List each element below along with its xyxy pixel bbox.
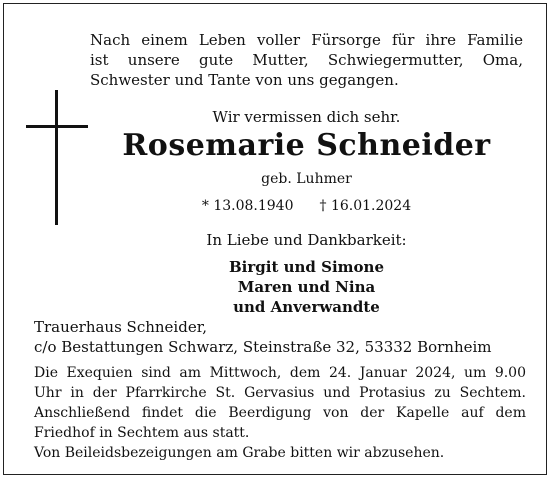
family-line: Birgit und Simone — [229, 258, 384, 276]
birth-name: geb. Luhmer — [261, 171, 352, 187]
obituary-notice — [3, 3, 547, 475]
deceased-name: Rosemarie Schneider — [122, 128, 491, 163]
love-text: In Liebe und Dankbarkeit: — [206, 231, 407, 249]
family-names — [90, 257, 523, 317]
info-line: Uhr in der Pfarrkirche St. Gervasius und Protasius zu Sechtem. — [34, 385, 526, 401]
intro-text — [90, 30, 523, 90]
info-line: Von Beileidsbezeigungen am Grabe bitten wir abzusehen. — [34, 445, 445, 461]
cross-icon — [55, 90, 58, 225]
family-line: Maren und Nina — [237, 278, 376, 296]
birth-date: * 13.08.1940 — [201, 198, 294, 214]
info-line: Friedhof in Sechtem aus statt. — [34, 425, 250, 441]
sender-line: c/o Bestattungen Schwarz, Steinstraße 32, 53332 Bornheim — [34, 338, 492, 356]
info-line: Anschließend findet die Beerdigung von der Kapelle auf dem — [34, 405, 526, 421]
sender-address — [34, 317, 526, 357]
info-line: Die Exequien sind am Mittwoch, dem 24. Januar 2024, um 9.00 — [34, 365, 526, 381]
sender-line: Trauerhaus Schneider, — [34, 318, 207, 336]
intro-line: Schwester und Tante von uns gegangen. — [90, 71, 399, 89]
intro-line: ist unsere gute Mutter, Schwiegermutter, Oma, — [90, 51, 523, 69]
funeral-info — [34, 363, 526, 463]
family-line: und Anverwandte — [233, 298, 380, 316]
life-dates — [90, 198, 523, 214]
intro-line: Nach einem Leben voller Fürsorge für ihre Familie — [90, 31, 523, 49]
cross-icon-bar — [26, 125, 88, 128]
miss-text: Wir vermissen dich sehr. — [212, 108, 401, 126]
death-date: † 16.01.2024 — [319, 198, 412, 214]
